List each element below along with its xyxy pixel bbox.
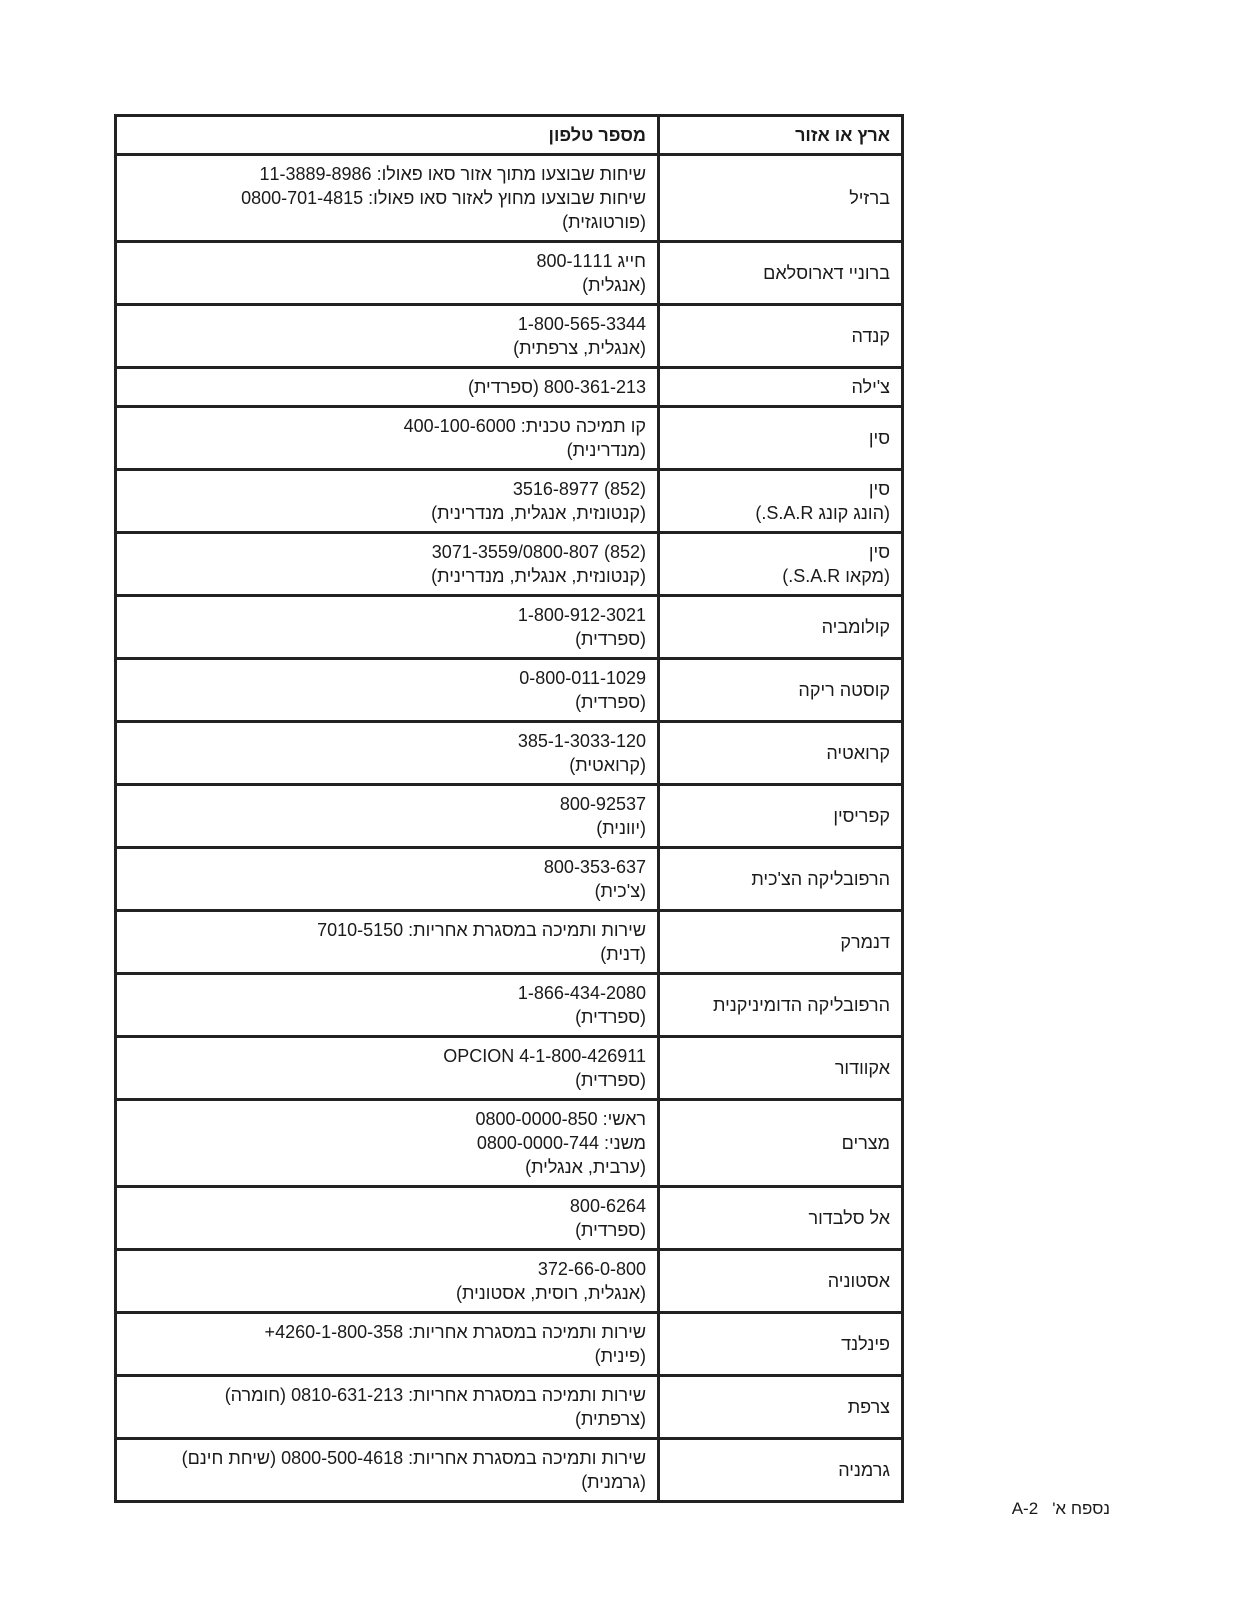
country-cell <box>659 305 903 368</box>
country-cell-line: הרפובליקה הדומיניקנית <box>713 995 890 1015</box>
phone-cell-line: משני: 0800-0000-744 <box>476 1133 646 1153</box>
table-row <box>116 974 903 1037</box>
country-cell-line: פינלנד <box>841 1334 890 1354</box>
country-cell <box>659 533 903 596</box>
phone-cell <box>116 1250 659 1313</box>
phone-cell-line: שיחות שבוצעו מתוך אזור סאו פאולו: 11-3889-8986 <box>259 164 646 184</box>
phone-cell <box>116 1313 659 1376</box>
country-cell-line: דנמרק <box>840 932 890 952</box>
country-cell-line: גרמניה <box>838 1460 890 1480</box>
country-cell <box>659 785 903 848</box>
phone-cell-line: קו תמיכה טכנית: 400-100-6000 <box>403 416 646 436</box>
table-row <box>116 659 903 722</box>
phone-cell <box>116 596 659 659</box>
country-cell-line: קוסטה ריקה <box>798 680 890 700</box>
phone-cell-line: (ספרדית) <box>575 1007 646 1027</box>
phone-cell-line: 372-66-0-800 <box>537 1259 646 1279</box>
phone-cell-line: (פורטוגזית) <box>562 212 646 232</box>
page-footer <box>1012 1499 1110 1519</box>
phone-cell-line: (גרמנית) <box>581 1472 646 1492</box>
phone-cell-line: (קרואטית) <box>569 755 646 775</box>
country-cell <box>659 659 903 722</box>
table-row <box>116 785 903 848</box>
phone-cell-line: שירות ותמיכה במסגרת אחריות: 4260-1-800-358+ <box>264 1322 646 1342</box>
country-cell <box>659 242 903 305</box>
country-cell <box>659 1187 903 1250</box>
phone-cell <box>116 1439 659 1502</box>
phone-cell <box>116 470 659 533</box>
table-row <box>116 1250 903 1313</box>
country-cell <box>659 1439 903 1502</box>
phone-cell-line: (ערבית, אנגלית) <box>525 1157 646 1177</box>
country-cell-line: צרפת <box>847 1397 890 1417</box>
country-cell-line: אל סלבדור <box>808 1208 890 1228</box>
country-cell <box>659 1376 903 1439</box>
country-cell <box>659 1100 903 1187</box>
country-cell <box>659 911 903 974</box>
phone-cell <box>116 1100 659 1187</box>
table-row <box>116 470 903 533</box>
country-cell <box>659 848 903 911</box>
table-row <box>116 242 903 305</box>
phone-cell-line: (צ'כית) <box>594 881 646 901</box>
phone-cell-line: (852) 3071-3559/0800-807 <box>431 542 646 562</box>
country-cell-line: (מקאו S.A.R.) <box>782 566 890 586</box>
phone-cell <box>116 911 659 974</box>
country-cell <box>659 722 903 785</box>
phone-cell-line: 1-800-565-3344 <box>517 314 646 334</box>
phone-cell <box>116 1187 659 1250</box>
country-cell-line: קפריסין <box>833 806 890 826</box>
country-cell <box>659 1250 903 1313</box>
phone-cell-line: 800-92537 <box>559 794 646 814</box>
phone-cell-line: חייג 800-1111 <box>536 251 646 271</box>
country-cell-line: אקוודור <box>834 1058 890 1078</box>
table-row <box>116 1037 903 1100</box>
phone-cell-line: (דנית) <box>600 944 646 964</box>
table-row <box>116 305 903 368</box>
phone-cell-line: 1-800-426911-OPCION 4 <box>443 1046 646 1066</box>
table-row <box>116 848 903 911</box>
country-cell-line: ברזיל <box>849 188 890 208</box>
table-row <box>116 911 903 974</box>
page-number: A-2 <box>1011 1499 1039 1518</box>
table-row <box>116 368 903 407</box>
phone-cell <box>116 533 659 596</box>
phone-cell <box>116 974 659 1037</box>
phone-cell-line: 800-6264 <box>569 1196 646 1216</box>
phone-cell <box>116 1037 659 1100</box>
country-cell <box>659 155 903 242</box>
country-cell <box>659 470 903 533</box>
table-row <box>116 1439 903 1502</box>
phone-cell-line: 800-353-637 <box>543 857 646 877</box>
country-cell-line: (הונג קונג S.A.R.) <box>755 503 890 523</box>
phone-cell-line: (אנגלית, צרפתית) <box>513 338 646 358</box>
country-cell-line: סין <box>868 428 890 448</box>
phone-cell-line: 0-800-011-1029 <box>519 668 646 688</box>
phone-cell-line: שיחות שבוצעו מחוץ לאזור סאו פאולו: 0800-701-4815 <box>241 188 646 208</box>
country-cell-line: מצרים <box>841 1133 890 1153</box>
phone-cell <box>116 659 659 722</box>
table-row <box>116 1187 903 1250</box>
phone-cell-line: (צרפתית) <box>574 1409 646 1429</box>
phone-cell <box>116 368 659 407</box>
phone-cell <box>116 848 659 911</box>
country-cell-line: קנדה <box>851 326 890 346</box>
country-cell-line: קרואטיה <box>826 743 890 763</box>
country-cell-line: אסטוניה <box>827 1271 890 1291</box>
table-row <box>116 1313 903 1376</box>
country-cell <box>659 974 903 1037</box>
phone-cell <box>116 155 659 242</box>
phone-cell-line: 385-1-3033-120 <box>517 731 646 751</box>
country-cell <box>659 1313 903 1376</box>
phone-cell <box>116 305 659 368</box>
phone-cell <box>116 1376 659 1439</box>
phone-cell <box>116 722 659 785</box>
table-row <box>116 722 903 785</box>
country-cell-line: ברוניי דארוסלאם <box>763 263 890 283</box>
table-row <box>116 533 903 596</box>
phone-cell-line: (קנטונזית, אנגלית, מנדרינית) <box>431 566 646 586</box>
phone-cell-line: 1-800-912-3021 <box>517 605 646 625</box>
country-cell-line: קולומביה <box>821 617 890 637</box>
country-cell-line: צ'ילה <box>851 377 890 397</box>
phone-cell <box>116 407 659 470</box>
phone-cell-line: שירות ותמיכה במסגרת אחריות: 7010-5150 <box>317 920 646 940</box>
phone-cell-line: שירות ותמיכה במסגרת אחריות: 0800-500-4618 (שיחת חינם) <box>181 1448 646 1468</box>
phone-cell-line: (ספרדית) <box>575 629 646 649</box>
country-cell <box>659 596 903 659</box>
phone-cell-line: (ספרדית) <box>575 1220 646 1240</box>
table-row <box>116 407 903 470</box>
phone-cell-line: (מנדרינית) <box>566 440 646 460</box>
table-row <box>116 155 903 242</box>
phone-cell-line: ראשי: 0800-0000-850 <box>475 1109 646 1129</box>
table-row <box>116 1100 903 1187</box>
table-row <box>116 1376 903 1439</box>
phone-cell-line: (פינית) <box>594 1346 646 1366</box>
country-cell <box>659 407 903 470</box>
header-country: ארץ או אזור <box>659 116 903 155</box>
phone-cell-line: 800-361-213 (ספרדית) <box>467 377 646 397</box>
country-cell-line: הרפובליקה הצ'כית <box>751 869 890 889</box>
phone-cell-line: (אנגלית, רוסית, אסטונית) <box>456 1283 646 1303</box>
phone-cell-line: (יוונית) <box>596 818 646 838</box>
country-cell <box>659 368 903 407</box>
phone-cell-line: (ספרדית) <box>575 1070 646 1090</box>
phone-support-table <box>114 114 904 1503</box>
phone-cell <box>116 785 659 848</box>
table-row <box>116 596 903 659</box>
country-cell-line: סין <box>868 479 890 499</box>
phone-cell <box>116 242 659 305</box>
phone-cell-line: (852) 3516-8977 <box>512 479 646 499</box>
header-phone: מספר טלפון <box>116 116 659 155</box>
appendix-label: נספח א' <box>1052 1499 1110 1518</box>
table-header-row <box>116 116 903 155</box>
phone-cell-line: 1-866-434-2080 <box>517 983 646 1003</box>
phone-cell-line: (אנגלית) <box>582 275 646 295</box>
phone-cell-line: (קנטונזית, אנגלית, מנדרינית) <box>431 503 646 523</box>
country-cell <box>659 1037 903 1100</box>
country-cell-line: סין <box>868 542 890 562</box>
phone-cell-line: (ספרדית) <box>575 692 646 712</box>
phone-cell-line: שירות ותמיכה במסגרת אחריות: 0810-631-213 (חומרה) <box>224 1385 646 1405</box>
